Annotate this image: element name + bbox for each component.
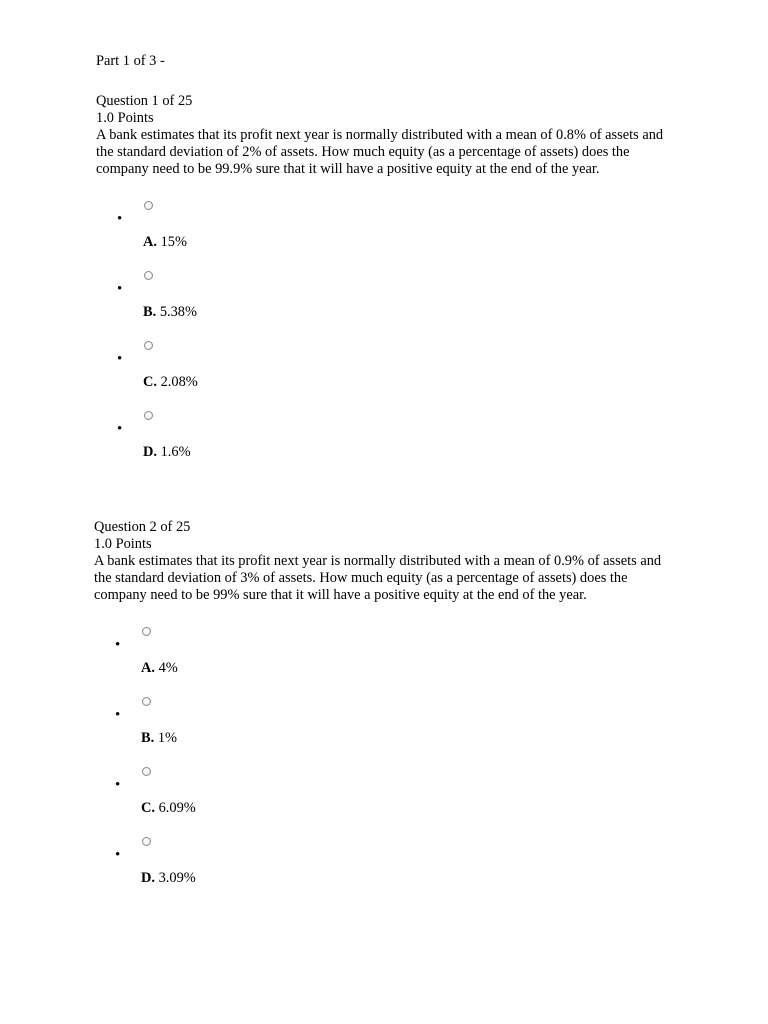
question-points: 1.0 Points	[94, 536, 152, 552]
answer-option-c[interactable]	[94, 775, 684, 845]
answer-label[interactable]	[141, 800, 196, 817]
question-points: 1.0 Points	[96, 110, 154, 126]
answer-option-a[interactable]	[96, 209, 686, 279]
answer-label[interactable]	[143, 234, 187, 251]
option-letter: A.	[141, 660, 155, 676]
answer-label[interactable]	[143, 304, 197, 321]
question-block-1	[96, 93, 686, 489]
answer-options	[94, 635, 684, 915]
option-value: 1.6%	[160, 444, 191, 460]
radio-button-icon[interactable]	[144, 341, 153, 350]
option-letter: C.	[141, 800, 155, 816]
bullet-icon: •	[117, 281, 123, 297]
radio-button-icon[interactable]	[144, 411, 153, 420]
part-heading: Part 1 of 3 -	[96, 53, 165, 69]
answer-option-d[interactable]	[96, 419, 686, 489]
option-letter: A.	[143, 234, 157, 250]
answer-option-d[interactable]	[94, 845, 684, 915]
bullet-icon: •	[115, 637, 121, 653]
answer-option-c[interactable]	[96, 349, 686, 419]
option-value: 4%	[158, 660, 178, 676]
option-letter: D.	[141, 870, 155, 886]
question-title: Question 2 of 25	[94, 519, 191, 535]
radio-button-icon[interactable]	[142, 767, 151, 776]
answer-label[interactable]	[143, 374, 198, 391]
answer-label[interactable]	[143, 444, 191, 461]
option-value: 6.09%	[158, 800, 196, 816]
bullet-icon: •	[115, 847, 121, 863]
bullet-icon: •	[117, 421, 123, 437]
question-text: A bank estimates that its profit next year is normally distributed with a mean of 0.9% of assets and the standard deviation of 3% of assets. How much equity (as a percentage of assets) does the company need to be 99% sure that it will have a positive equity at the end of the year.	[94, 553, 662, 603]
question-text: A bank estimates that its profit next year is normally distributed with a mean of 0.8% of assets and the standard deviation of 2% of assets. How much equity (as a percentage of assets) does the company need to be 99.9% sure that it will have a positive equity at the end of the year.	[96, 127, 664, 177]
radio-button-icon[interactable]	[144, 271, 153, 280]
radio-button-icon[interactable]	[142, 837, 151, 846]
answer-label[interactable]	[141, 870, 196, 887]
radio-button-icon[interactable]	[144, 201, 153, 210]
answer-option-b[interactable]	[96, 279, 686, 349]
answer-label[interactable]	[141, 660, 178, 677]
bullet-icon: •	[115, 777, 121, 793]
radio-button-icon[interactable]	[142, 697, 151, 706]
radio-button-icon[interactable]	[142, 627, 151, 636]
answer-label[interactable]	[141, 730, 177, 747]
answer-option-a[interactable]	[94, 635, 684, 705]
option-value: 5.38%	[159, 304, 197, 320]
option-value: 1%	[157, 730, 177, 746]
option-letter: C.	[143, 374, 157, 390]
option-value: 3.09%	[158, 870, 196, 886]
bullet-icon: •	[115, 707, 121, 723]
option-value: 2.08%	[160, 374, 198, 390]
bullet-icon: •	[117, 211, 123, 227]
option-letter: D.	[143, 444, 157, 460]
question-block-2	[94, 519, 684, 915]
answer-option-b[interactable]	[94, 705, 684, 775]
question-title: Question 1 of 25	[96, 93, 193, 109]
option-letter: B.	[143, 304, 157, 320]
answer-options	[96, 209, 686, 489]
bullet-icon: •	[117, 351, 123, 367]
option-value: 15%	[160, 234, 187, 250]
option-letter: B.	[141, 730, 155, 746]
